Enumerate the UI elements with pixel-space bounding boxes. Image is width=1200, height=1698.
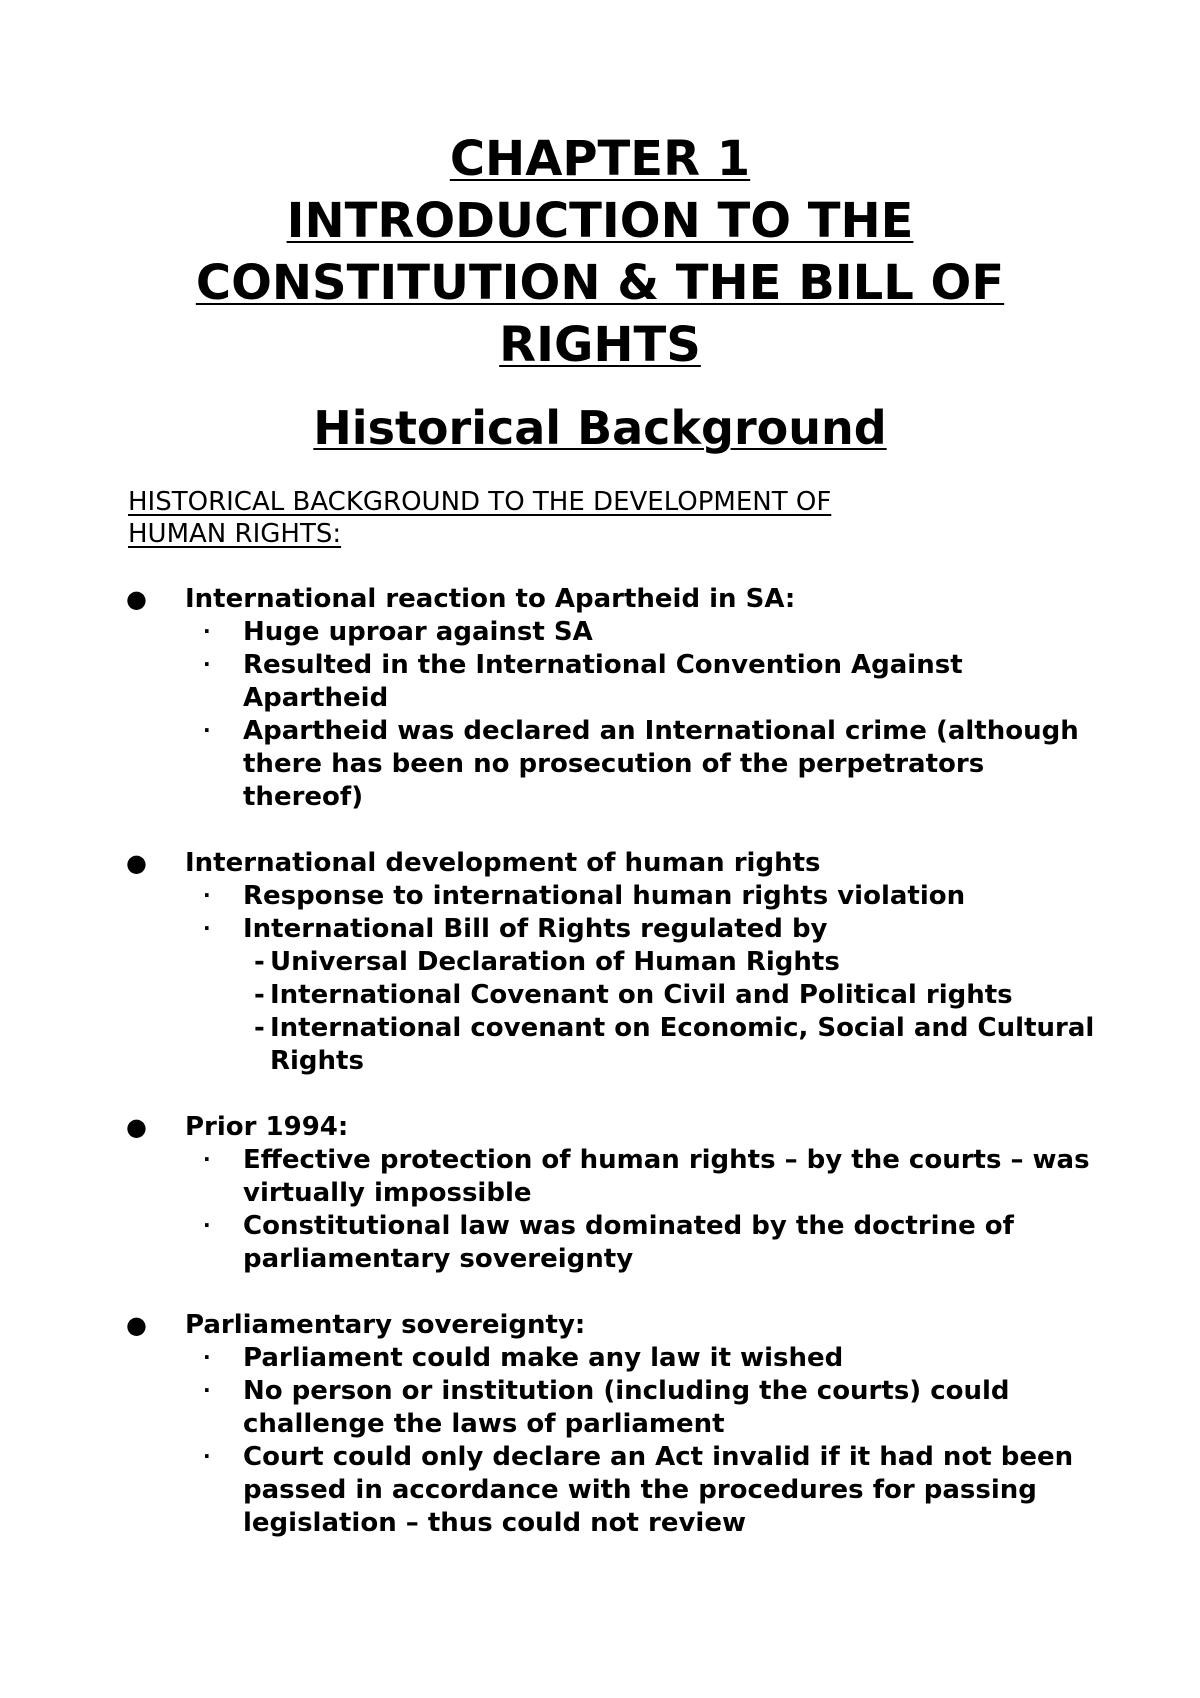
sub-bullet-text: Resulted in the International Convention Against Apartheid (243, 650, 963, 713)
dash-item (0, 979, 1200, 1012)
bullet-icon: ● (126, 849, 147, 877)
small-bullet-icon: · (203, 1213, 211, 1237)
bullet-section (0, 1111, 1200, 1276)
sub-bullet-item (0, 1210, 1200, 1276)
sub-bullet-item (0, 913, 1200, 946)
small-bullet-icon: · (203, 883, 211, 907)
sub-bullet-item (0, 649, 1200, 715)
sub-bullet-item (0, 1144, 1200, 1210)
chapter-title-line: CHAPTER 1 (449, 131, 751, 187)
sub-bullet-item (0, 1375, 1200, 1441)
sub-bullet-text: Parliament could make any law it wished (243, 1343, 844, 1373)
sub-bullet-item (0, 1441, 1200, 1540)
small-bullet-icon: · (203, 1345, 211, 1369)
bullet-item (0, 847, 1200, 880)
sub-bullet-text: Apartheid was declared an International crime (although there has been no prosecution of the perpetrators thereof) (243, 716, 1079, 812)
bullet-item (0, 583, 1200, 616)
bullet-icon: ● (126, 1113, 147, 1141)
sub-bullet-item (0, 715, 1200, 814)
sub-bullet-text: Response to international human rights violation (243, 881, 966, 911)
dash-icon: - (254, 947, 265, 977)
section-heading (0, 398, 1200, 458)
chapter-title-line: RIGHTS (499, 317, 701, 373)
small-bullet-icon: · (203, 1444, 211, 1468)
sub-bullet-text: Effective protection of human rights – by the courts – was virtually impossible (243, 1145, 1090, 1208)
dash-item-text: International Covenant on Civil and Political rights (270, 980, 1013, 1010)
small-bullet-icon: · (203, 1378, 211, 1402)
sub-bullet-text: Huge uproar against SA (243, 617, 593, 647)
chapter-title-line: CONSTITUTION & THE BILL OF (195, 255, 1005, 311)
section-heading-text: Historical Background (313, 401, 887, 455)
subsection-heading-line: HUMAN RIGHTS: (128, 519, 342, 549)
dash-item (0, 1012, 1200, 1078)
sub-bullet-text: Constitutional law was dominated by the doctrine of parliamentary sovereignty (243, 1211, 1014, 1274)
bullet-item (0, 1111, 1200, 1144)
dash-icon: - (254, 980, 265, 1010)
chapter-title-line: INTRODUCTION TO THE (286, 193, 914, 249)
small-bullet-icon: · (203, 652, 211, 676)
bullet-section (0, 1309, 1200, 1540)
bullet-text: Prior 1994: (185, 1112, 349, 1142)
bullet-icon: ● (126, 1311, 147, 1339)
bullet-text: International reaction to Apartheid in SA: (185, 584, 796, 614)
chapter-title (0, 128, 1200, 376)
bullet-text: International development of human rights (185, 848, 821, 878)
subsection-heading (128, 486, 1028, 550)
bullet-icon: ● (126, 585, 147, 613)
sub-bullet-text: No person or institution (including the courts) could challenge the laws of parliament (243, 1376, 1010, 1439)
dash-item (0, 946, 1200, 979)
bullet-section (0, 847, 1200, 1078)
small-bullet-icon: · (203, 718, 211, 742)
dash-item-text: Universal Declaration of Human Rights (270, 947, 840, 977)
sub-bullet-text: International Bill of Rights regulated by (243, 914, 828, 944)
bullet-section (0, 583, 1200, 814)
sub-bullet-item (0, 880, 1200, 913)
sub-bullet-item (0, 1342, 1200, 1375)
small-bullet-icon: · (203, 619, 211, 643)
sub-bullet-item (0, 616, 1200, 649)
small-bullet-icon: · (203, 916, 211, 940)
bullet-item (0, 1309, 1200, 1342)
small-bullet-icon: · (203, 1147, 211, 1171)
bullet-list (0, 583, 1200, 1573)
bullet-text: Parliamentary sovereignty: (185, 1310, 586, 1340)
dash-item-text: International covenant on Economic, Social and Cultural Rights (270, 1013, 1095, 1076)
sub-bullet-text: Court could only declare an Act invalid if it had not been passed in accordance with the procedures for passing legislation – thus could not review (243, 1442, 1074, 1538)
subsection-heading-line: HISTORICAL BACKGROUND TO THE DEVELOPMENT OF (128, 487, 832, 517)
dash-icon: - (254, 1013, 265, 1043)
